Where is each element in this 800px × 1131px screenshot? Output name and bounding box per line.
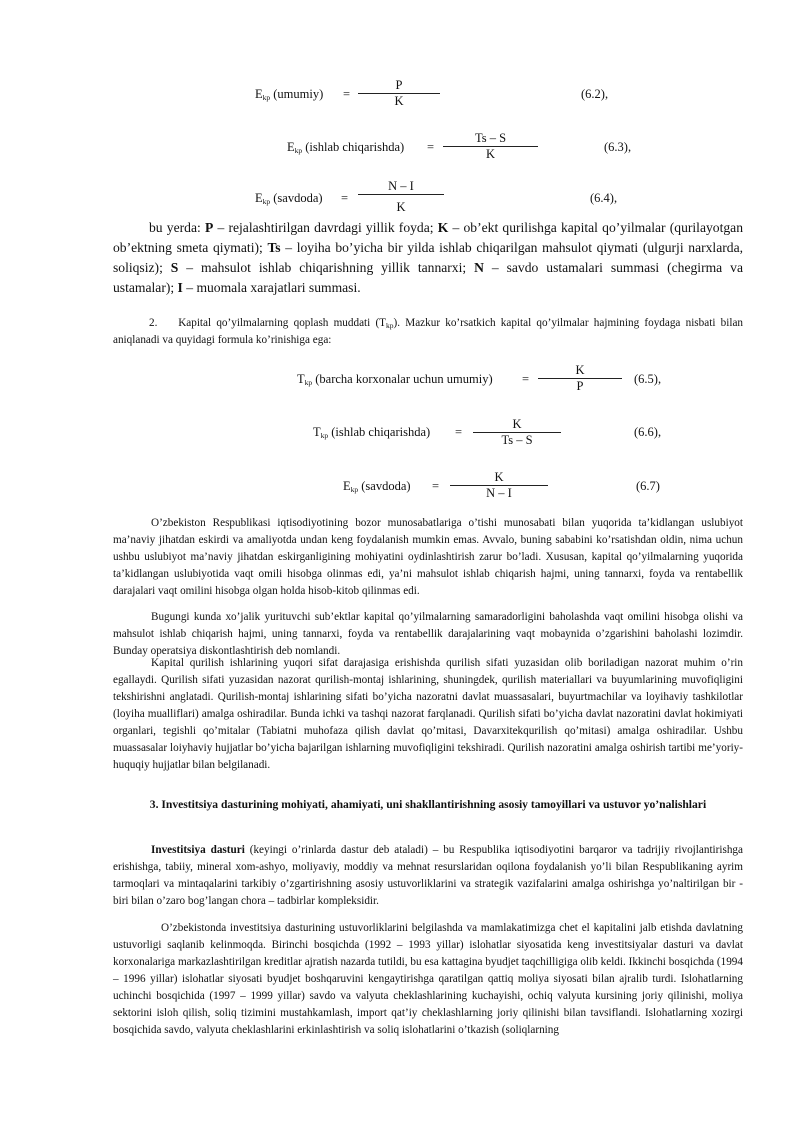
equals-sign: = — [432, 479, 440, 493]
term-bold: Investitsiya dasturi — [151, 844, 245, 856]
denominator: K — [485, 147, 496, 161]
formula-number: (6.3), — [604, 140, 632, 154]
formula-6-6 — [0, 417, 800, 453]
formula-lhs: $E_{kp}$ (umumiy) — [255, 87, 324, 102]
formula-lhs: $T_{kp}$ (ishlab chiqarishda) — [313, 425, 431, 440]
formula-number: (6.4), — [590, 191, 618, 205]
item-number: 2. — [149, 317, 158, 329]
paragraph-quality-control: Kapital qurilish ishlarining yuqori sifat darajasiga erishishda qurilish sifati yuzasidan olib boriladigan nazorat muhim o’rin egallaydi. Qurilish sifati yuzasidan nazorat qurilish-montaj ishlarining, shuningdek, qurilish materiallari va buyumlarining muvofiqligini tekshirishni anglatadi. Qurilish-montaj ishlarining sifati bo’yicha nazoratni davlat muassasalari, buyurtmachilar va loyihaviy tashkilotlar (loyiha mualliflari) amalga oshiradilar. Bunda ichki va tashqi nazorat farqlanadi. Qurilish sifati bo’yicha davlat nazoratini davlat hokimiyati organlari, tegishli qo’mitalar (Tabiatni muhofaza qilish davlat qo’mitasi, Davarxitekqurilish qo’mitasi) amalga oshiradilar. Ushbu muassasalar loiyhaviy hujjatlar bo’yicha bajarilgan ishlarning muvofiqligini tekshiradi. Qurilish nazoratini amalga oshirish tartibi me’yoriy-huquqiy hujjatlar bilan belgilanadi. — [113, 657, 743, 771]
equals-sign: = — [341, 191, 349, 205]
numerator: K — [512, 417, 522, 431]
formula-number: (6.2), — [581, 87, 609, 101]
fraction — [538, 363, 622, 394]
fraction — [358, 78, 440, 109]
formula-lhs: $E_{kp}$ (savdoda) — [343, 479, 411, 494]
formula-6-7 — [0, 470, 800, 506]
denominator: P — [576, 379, 584, 393]
numerator: N – I — [388, 179, 414, 193]
equals-sign: = — [427, 140, 435, 154]
equals-sign: = — [455, 425, 463, 439]
formula-lhs: $T_{kp}$ (barcha korxonalar uchun umumiy) — [297, 372, 493, 387]
formula-6-2 — [0, 78, 800, 114]
denominator: N – I — [486, 486, 512, 500]
paragraph-discounting: Bugungi kunda xo’jalik yurituvchi sub’ektlar kapital qo’yilmalarning samaradorligini baholashda vaqt omilini hisobga olishi va mahsulot ishlab chiqarish hajmi, uning tannarxi, foyda va rentabellik darajalarining vaqt mobaynida o’zgarishini baholashi lozimdir. Bunday operatsiya diskontlashtirish deb nomlandi. — [113, 611, 743, 657]
numerator: P — [395, 78, 403, 92]
formula-number: (6.6), — [634, 425, 662, 439]
equals-sign: = — [522, 372, 530, 386]
fraction — [443, 131, 538, 162]
numerator: K — [494, 470, 504, 484]
paragraph-uzbekistan-methodology: O’zbekiston Respublikasi iqtisodiyotining bozor munosabatlariga o’tishi munosabati bilan yuqorida ta’kidlangan uslubiyot ma’naviy jihatdan eskirdi va amaliyotda undan keng foydalanish mumkin emas. Avvalo, buning sababini ko’rsatishdan oldin, nima uchun ushbu uslubiyot ma’naviy jihatdan eskirganligining mohiyatini oydinlashtirish zarur bo’ladi. Xususan, kapital qo’yilmalarning yuqorida ta’kidlangan uslubiyotida vaqt omili hisobga olinmas edi, ya’ni mahsulot ishlab chiqarish hajmi, uning tannarxi, foyda va rentabellik darajalari vaqt omilini hisobga olgan holda hisob-kitob qilinmas edi. — [113, 517, 743, 597]
paragraph-reform-stages: O’zbekistonda investitsiya dasturining ustuvorliklarini belgilashda va mamlakatimizga chet el kapitalini jalb etishda davlatning ustuvorligi saqlanib kelinmoqda. Birinchi bosqichda (1992 – 1993 yillar) islohatlar siyosatida keng investitsiyalar dasturi va davlat korxonalariga markazlashtirilgan kreditlar ajratish nazarda tutildi, bu esa kattagina byudjet taqchilligiga olib keldi. Ikkinchi bosqichda (1994 – 1996 yillar) islohatlar siyosati byudjet boshqaruvini kengaytirishga qaratilgan qattiq moliya siyosati bilan ajralib turdi. Islohatlarning uchinchi bosqichida (1997 – 1999 yillar) savdo va valyuta cheklashlarining kuchayishi, ochiq valyuta kursining joriy qilinishi, moliya sektorini isloh qilish, soliq tizimini mustahkamlash, import qat’iy cheklashlarning joriy qilinishi bilan tavsiflandi. Islohatlarning xozirgi bosqichida savdo, valyuta cheklashlarini erkinlashtirish va soliq islohatlarini o’tkazish (soliqlarning — [113, 922, 743, 1036]
formula-lhs: $E_{kp}$ (ishlab chiqarishda) — [287, 140, 405, 155]
formula-lhs: $E_{kp}$ (savdoda) — [255, 191, 323, 206]
section-heading: 3. Investitsiya dasturining mohiyati, ahamiyati, uni shakllantirishning asosiy tamoyillari va ustuvor yo’nalishlari — [149, 798, 707, 811]
numerator: K — [575, 363, 585, 377]
formula-6-3 — [0, 131, 800, 167]
formula-number: (6.7) — [636, 479, 660, 493]
fraction — [473, 417, 561, 448]
formula-6-5 — [0, 363, 800, 399]
fraction-bar — [358, 194, 444, 195]
equals-sign: = — [343, 87, 351, 101]
denominator: Ts – S — [501, 433, 533, 447]
denominator: K — [394, 94, 404, 108]
item-2-paragraph: 2. Kapital qo’yilmalarning qoplash muddati $(T_{kp})$. Mazkur ko’rsatkich kapital qo’yilmalar hajmining foydaga nisbati bilan aniqlanadi va quyidagi formula ko’rinishiga ega: — [113, 317, 743, 346]
numerator: Ts – S — [474, 131, 507, 145]
paragraph-investment-program: Investitsiya dasturi (keyingi o’rinlarda dastur deb ataladi) – bu Respublika iqtisodiyotini barqaror va tadrijiy rivojlantirishga erishishga, tabiiy, mineral xom-ashyo, moliyaviy, moddiy va mehnat resurslaridan oqilona foydalanish yo’li bilan Respublikaning ayrim tarmoqlari va mintaqalarini tarkibiy o’zgartirishning asosiy ustuvorliklarini va strategik vazifalarini amalga oshirishga yo’naltirilgan bir - biri bilan o’zaro bog’langan chora – tadbirlar kompleksidir. — [113, 844, 743, 907]
formula-6-4 — [0, 179, 800, 215]
denominator: K — [396, 200, 406, 214]
fraction — [450, 470, 548, 501]
fraction — [358, 179, 444, 215]
formula-number: (6.5), — [634, 372, 662, 386]
formula-legend: bu yerda: P – rejalashtirilgan davrdagi yillik foyda; K – ob’ekt qurilishga kapital qo’yilmalar (qurilayotgan ob’ektning smeta qiymati); Ts – loyiha bo’yicha bir yilda ishlab chiqarilgan mahsulot qiymati (ulgurji narxlarda, soliqsiz); S – mahsulot ishlab chiqarishning yillik tannarxi; N – savdo ustamalari summasi (chegirma va ustamalar); I – muomala xarajatlari summasi. — [113, 220, 744, 295]
